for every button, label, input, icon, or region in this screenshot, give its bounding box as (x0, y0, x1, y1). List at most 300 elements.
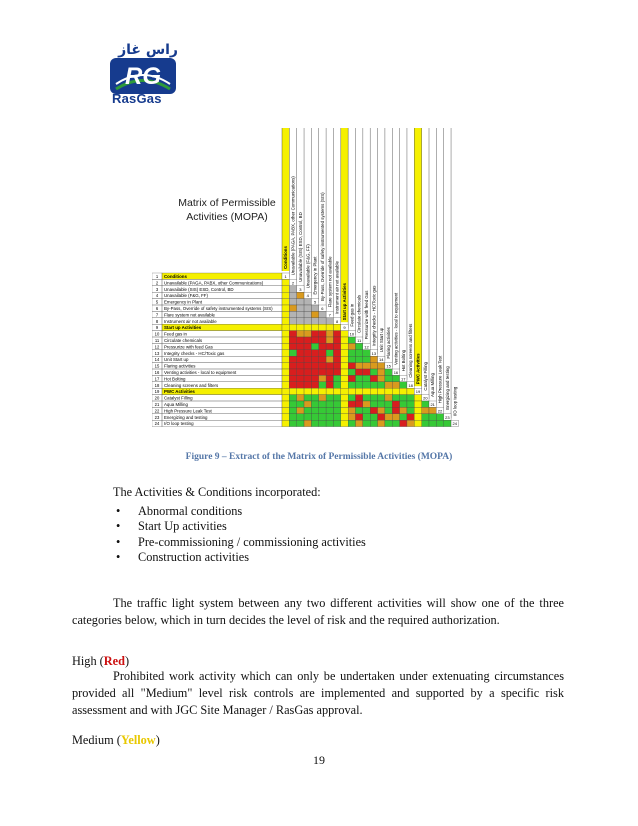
matrix-cell (319, 401, 326, 407)
matrix-cell (422, 420, 429, 426)
matrix-cell (311, 356, 318, 362)
matrix-cell (370, 363, 377, 369)
matrix-cell (319, 343, 326, 349)
matrix-row-number: 8 (155, 318, 159, 324)
matrix-cell (311, 337, 318, 343)
matrix-cell (297, 420, 304, 426)
matrix-cell (370, 356, 377, 362)
bullet-icon: • (116, 519, 121, 534)
matrix-row-number: 11 (154, 338, 160, 343)
matrix-row-label: Flare system not available (164, 312, 216, 318)
matrix-cell (297, 369, 304, 375)
matrix-col-label: Integrity checks - HC/Toxic gas (371, 285, 377, 346)
matrix-diagonal-number: 6 (321, 306, 324, 311)
matrix-cell (378, 420, 385, 426)
matrix-cell (326, 375, 333, 381)
matrix-cell (319, 395, 326, 401)
matrix-row-label: Unavailable (PAGA, PABX, other Communications) (164, 280, 264, 286)
matrix-cell (297, 337, 304, 343)
matrix-row-label: High Pressure Leak Test (164, 408, 212, 414)
matrix-cell (297, 305, 304, 311)
matrix-cell (378, 369, 385, 375)
matrix-cell (407, 420, 414, 426)
matrix-col-label: Start up Activities (342, 283, 347, 321)
matrix-cell (414, 414, 421, 420)
matrix-row-label: Start up Activities (164, 325, 202, 331)
matrix-cell (297, 395, 304, 401)
matrix-cell (407, 395, 414, 401)
matrix-cell (289, 337, 296, 343)
matrix-cell (385, 420, 392, 426)
matrix-cell (282, 305, 289, 311)
matrix-col-label: Unavailable (PAGA, PABX, other Communications) (290, 176, 296, 276)
matrix-cell (304, 305, 311, 311)
matrix-col-label: Venting activities - local to equipment (393, 292, 399, 365)
matrix-cell (311, 343, 318, 349)
matrix-cell (289, 318, 296, 324)
matrix-cell (356, 395, 363, 401)
matrix-diagonal-number: 8 (336, 318, 339, 324)
matrix-cell (341, 401, 348, 407)
matrix-diagonal-number: 20 (423, 395, 428, 401)
matrix-row-label: Unavailable (F&G, FF) (164, 293, 208, 299)
matrix-cell (282, 395, 289, 401)
matrix-cell (341, 331, 348, 337)
figure-caption: Figure 9 – Extract of the Matrix of Permissible Activities (MOPA) (185, 452, 453, 462)
matrix-cell (378, 395, 385, 401)
matrix-cell (282, 324, 289, 330)
matrix-cell (311, 395, 318, 401)
matrix-cell (326, 407, 333, 413)
matrix-row-number: 4 (155, 293, 159, 299)
matrix-cell (297, 324, 304, 330)
matrix-col-label: Hot Bolting (400, 349, 406, 372)
matrix-diagonal-number: 10 (349, 331, 355, 337)
matrix-cell (363, 414, 370, 420)
matrix-cell (363, 369, 370, 375)
matrix-col-label: PWC Activities (415, 353, 421, 385)
matrix-cell (407, 388, 414, 394)
matrix-cell (289, 395, 296, 401)
matrix-cell (348, 382, 355, 388)
matrix-cell (326, 363, 333, 369)
matrix-grid (152, 128, 522, 440)
matrix-cell (348, 375, 355, 381)
matrix-cell (304, 337, 311, 343)
matrix-cell (363, 395, 370, 401)
matrix-row-number: 10 (154, 331, 160, 337)
matrix-cell (326, 343, 333, 349)
matrix-col-label: Pressurize with feed Gas (364, 290, 370, 340)
matrix-cell (370, 369, 377, 375)
matrix-row-label: Venting activities - local to equipment (164, 370, 237, 375)
logo-rg-mark (110, 58, 176, 94)
matrix-cell (363, 420, 370, 426)
matrix-cell (304, 407, 311, 413)
matrix-row-number: 5 (155, 299, 159, 305)
matrix-cell (348, 356, 355, 362)
matrix-cell (297, 343, 304, 349)
matrix-cell (326, 356, 333, 362)
matrix-cell (341, 350, 348, 356)
matrix-cell (385, 395, 392, 401)
matrix-cell (392, 401, 399, 407)
matrix-cell (429, 420, 436, 426)
matrix-row-number: 12 (154, 344, 160, 350)
matrix-row-label: Aqua Milling (164, 402, 188, 407)
matrix-col-label: Unit Start up (378, 327, 384, 353)
matrix-cell (378, 414, 385, 420)
matrix-cell (370, 420, 377, 426)
matrix-cell (356, 356, 363, 362)
matrix-cell (356, 382, 363, 388)
matrix-cell (304, 369, 311, 375)
matrix-cell (348, 337, 355, 343)
matrix-cell (341, 375, 348, 381)
matrix-cell (289, 382, 296, 388)
matrix-row-number: 6 (155, 306, 159, 311)
matrix-cell (333, 324, 340, 330)
matrix-diagonal-number: 18 (408, 382, 413, 388)
matrix-cell (319, 369, 326, 375)
matrix-row-number: 17 (154, 376, 160, 382)
matrix-cell (289, 343, 296, 349)
matrix-cell (304, 343, 311, 349)
list-item: • Construction activities (116, 550, 249, 565)
matrix-cell (407, 407, 414, 413)
matrix-cell (392, 414, 399, 420)
matrix-col-label: Cleaning screens and filters (408, 323, 414, 378)
matrix-cell (341, 369, 348, 375)
matrix-cell (385, 414, 392, 420)
list-item: • Pre-commissioning / commissioning activities (116, 534, 366, 549)
matrix-cell (304, 324, 311, 330)
matrix-cell (289, 407, 296, 413)
matrix-diagonal-number: 23 (445, 414, 450, 420)
matrix-cell (348, 407, 355, 413)
matrix-cell (311, 331, 318, 337)
matrix-diagonal-number: 11 (357, 338, 362, 343)
matrix-cell (356, 407, 363, 413)
matrix-cell (348, 401, 355, 407)
matrix-col-label: High Pressure Leak Test (437, 355, 443, 404)
matrix-cell (356, 414, 363, 420)
matrix-cell (311, 305, 318, 311)
matrix-cell (297, 318, 304, 324)
matrix-cell (356, 350, 363, 356)
matrix-cell (356, 369, 363, 375)
list-item: • Start Up activities (116, 519, 227, 534)
matrix-diagonal-number: 5 (313, 299, 317, 305)
matrix-col-label: Unavailable (SIS) ESD, Control, BD (297, 212, 303, 282)
matrix-cell (392, 420, 399, 426)
matrix-row-label: Pressurize with feed Gas (164, 344, 213, 350)
matrix-cell (297, 356, 304, 362)
matrix-cell (370, 395, 377, 401)
matrix-cell (311, 324, 318, 330)
matrix-cell (282, 414, 289, 420)
matrix-cell (436, 420, 443, 426)
matrix-cell (311, 369, 318, 375)
matrix-cell (333, 395, 340, 401)
matrix-row-number: 20 (154, 395, 160, 401)
matrix-row-label: Integrity checks - HC/Toxic gas (164, 350, 225, 356)
matrix-cell (282, 382, 289, 388)
matrix-col-label: Flare system not available (327, 256, 333, 308)
matrix-cell (282, 343, 289, 349)
logo-arabic-text (104, 40, 182, 58)
matrix-cell (400, 420, 407, 426)
matrix-cell (304, 311, 311, 317)
matrix-cell (356, 420, 363, 426)
matrix-cell (297, 401, 304, 407)
matrix-cell (319, 382, 326, 388)
matrix-cell (385, 369, 392, 375)
matrix-cell (319, 311, 326, 317)
matrix-cell (289, 324, 296, 330)
matrix-cell (414, 407, 421, 413)
list-item: • Abnormal conditions (116, 504, 243, 518)
matrix-cell (319, 420, 326, 426)
matrix-col-label: Flaring activities (386, 327, 392, 359)
matrix-cell (319, 375, 326, 381)
matrix-row-label: Cleaning screens and filters (164, 382, 219, 388)
matrix-cell (341, 420, 348, 426)
matrix-cell (311, 407, 318, 413)
matrix-cell (319, 331, 326, 337)
matrix-cell (414, 420, 421, 426)
matrix-col-label: Feed gas in (349, 303, 355, 327)
matrix-cell (407, 401, 414, 407)
matrix-cell (282, 279, 289, 285)
matrix-cell (304, 356, 311, 362)
matrix-cell (319, 318, 326, 324)
matrix-cell (304, 363, 311, 369)
matrix-cell (297, 382, 304, 388)
matrix-cell (400, 395, 407, 401)
matrix-cell (326, 401, 333, 407)
matrix-cell (319, 337, 326, 343)
matrix-row-number: 18 (154, 382, 160, 388)
matrix-row-number: 16 (154, 370, 160, 375)
matrix-cell (356, 401, 363, 407)
matrix-row-number: 15 (154, 363, 160, 369)
matrix-cell (304, 414, 311, 420)
activities-intro: The Activities & Conditions incorporated: (113, 485, 321, 499)
matrix-cell (356, 363, 363, 369)
matrix-row-label: PWC Activities (164, 389, 195, 395)
svg-text:RG: RG (125, 63, 161, 90)
matrix-cell (341, 337, 348, 343)
matrix-col-label: I/O loop testing (452, 386, 458, 417)
matrix-cell (282, 337, 289, 343)
matrix-cell (304, 375, 311, 381)
matrix-cell (363, 350, 370, 356)
matrix-cell (333, 356, 340, 362)
matrix-cell (282, 292, 289, 298)
matrix-cell (289, 369, 296, 375)
matrix-cell (289, 420, 296, 426)
matrix-cell (378, 375, 385, 381)
matrix-cell (311, 375, 318, 381)
matrix-diagonal-number: 22 (437, 408, 443, 414)
matrix-diagonal-number: 9 (343, 325, 346, 331)
matrix-cell (356, 375, 363, 381)
matrix-cell (333, 331, 340, 337)
matrix-diagonal-number: 13 (371, 350, 377, 356)
matrix-section-col-bg (414, 128, 421, 386)
matrix-cell (341, 407, 348, 413)
matrix-cell (444, 420, 451, 426)
matrix-cell (282, 363, 289, 369)
matrix-cell (297, 363, 304, 369)
matrix-row-number: 14 (154, 357, 160, 363)
matrix-cell (282, 375, 289, 381)
matrix-cell (370, 401, 377, 407)
matrix-cell (363, 388, 370, 394)
matrix-cell (304, 350, 311, 356)
matrix-cell (326, 369, 333, 375)
matrix-row-label: Emergency in Plant (164, 299, 203, 305)
matrix-cell (282, 286, 289, 292)
matrix-cell (333, 375, 340, 381)
matrix-cell (326, 350, 333, 356)
matrix-cell (297, 350, 304, 356)
bullet-icon: • (116, 504, 121, 518)
matrix-cell (363, 356, 370, 362)
matrix-cell (385, 375, 392, 381)
matrix-cell (319, 356, 326, 362)
matrix-cell (356, 388, 363, 394)
matrix-cell (289, 414, 296, 420)
matrix-diagonal-number: 19 (415, 389, 421, 395)
matrix-row-label: Circulate chemicals (164, 338, 203, 343)
matrix-cell (282, 420, 289, 426)
matrix-cell (304, 420, 311, 426)
matrix-cell (282, 401, 289, 407)
matrix-cell (333, 407, 340, 413)
matrix-row-label: Unavailable (SIS) ESD, Control, BD (164, 286, 234, 292)
matrix-cell (297, 407, 304, 413)
medium-risk-heading: Medium (Yellow) (72, 733, 160, 747)
matrix-cell (348, 369, 355, 375)
matrix-row-number: 21 (154, 402, 160, 407)
matrix-cell (348, 395, 355, 401)
matrix-cell (297, 388, 304, 394)
matrix-cell (333, 363, 340, 369)
matrix-row-label: Catalyst Filling (164, 395, 193, 401)
matrix-cell (311, 350, 318, 356)
matrix-cell (363, 375, 370, 381)
matrix-cell (341, 388, 348, 394)
matrix-row-number: 3 (155, 286, 159, 292)
matrix-cell (341, 382, 348, 388)
matrix-cell (282, 299, 289, 305)
matrix-diagonal-number: 1 (284, 274, 287, 279)
matrix-col-label: By-Pass, Override of safety instrumented systems (SIS) (319, 192, 325, 301)
matrix-cell (333, 350, 340, 356)
matrix-row-number: 7 (155, 312, 159, 318)
matrix-diagonal-number: 15 (386, 363, 391, 369)
matrix-cell (289, 388, 296, 394)
matrix-cell (297, 375, 304, 381)
matrix-diagonal-number: 24 (452, 421, 457, 427)
matrix-cell (289, 311, 296, 317)
matrix-diagonal-number: 12 (364, 344, 369, 350)
matrix-col-label: Energizing and testing (444, 366, 450, 410)
logo-name: RasGas (112, 91, 162, 106)
matrix-cell (326, 414, 333, 420)
matrix-row-number: 24 (154, 421, 160, 427)
matrix-cell (304, 331, 311, 337)
matrix-cell (385, 407, 392, 413)
matrix-row-label: Unit Start up (164, 357, 189, 363)
matrix-col-label: Emergency in Plant (312, 256, 318, 295)
matrix-cell (348, 388, 355, 394)
matrix-cell (422, 401, 429, 407)
matrix-cell (429, 414, 436, 420)
matrix-cell (326, 337, 333, 343)
matrix-cell (333, 369, 340, 375)
matrix-cell (341, 414, 348, 420)
matrix-cell (326, 318, 333, 324)
matrix-row-number: 2 (155, 280, 159, 286)
matrix-cell (282, 407, 289, 413)
matrix-cell (429, 407, 436, 413)
matrix-cell (289, 356, 296, 362)
matrix-cell (297, 299, 304, 305)
matrix-cell (326, 388, 333, 394)
matrix-cell (289, 375, 296, 381)
medium-color-word: Yellow (120, 733, 156, 747)
matrix-cell (400, 388, 407, 394)
matrix-cell (333, 420, 340, 426)
matrix-cell (282, 318, 289, 324)
matrix-cell (414, 401, 421, 407)
matrix-cell (348, 350, 355, 356)
matrix-cell (289, 350, 296, 356)
matrix-row-label: Instrument air not available (164, 318, 217, 324)
matrix-row-number: 1 (155, 274, 159, 279)
matrix-cell (319, 363, 326, 369)
matrix-cell (414, 395, 421, 401)
matrix-col-label: Catalyst Filling (422, 362, 428, 391)
bullet-icon: • (116, 534, 121, 549)
matrix-cell (385, 388, 392, 394)
matrix-cell (304, 395, 311, 401)
matrix-row-number: 19 (154, 389, 160, 395)
matrix-diagonal-number: 17 (401, 376, 406, 382)
matrix-cell (363, 382, 370, 388)
matrix-cell (289, 286, 296, 292)
matrix-row-label: I/O loop testing (164, 421, 194, 427)
matrix-cell (370, 375, 377, 381)
matrix-cell (319, 350, 326, 356)
matrix-cell (319, 407, 326, 413)
matrix-cell (333, 382, 340, 388)
matrix-cell (304, 401, 311, 407)
matrix-cell (289, 292, 296, 298)
matrix-cell (333, 337, 340, 343)
matrix-cell (370, 407, 377, 413)
matrix-cell (333, 401, 340, 407)
rasgas-logo (104, 40, 182, 108)
matrix-cell (319, 414, 326, 420)
matrix-diagonal-number: 21 (430, 402, 435, 407)
matrix-cell (282, 331, 289, 337)
matrix-row-label: Conditions (164, 274, 187, 279)
matrix-cell (311, 414, 318, 420)
